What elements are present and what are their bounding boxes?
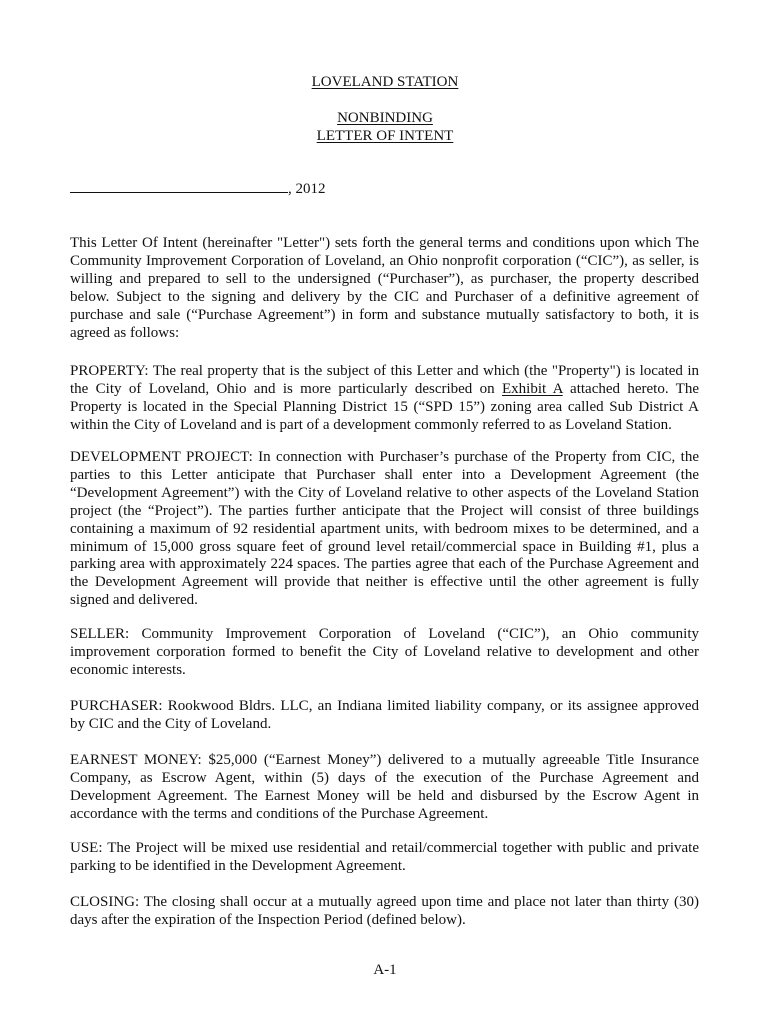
document-title: [0, 73, 770, 91]
earnest-money-paragraph: EARNEST MONEY: $25,000 (“Earnest Money”) delivered to a mutually agreeable Title Insurance Company, as Escrow Agent, within (5) days of the execution of the Purchase Agreement and Development Agreement. The Earnest Money will be held and disbursed by the Escrow Agent in accordance with the terms and conditions of the Purchase Agreement.: [70, 752, 699, 822]
property-text-before: PROPERTY: The real property that is the subject of this Letter and which (the "Property") is located in the City of Loveland, Ohio and is more particularly described on: [70, 363, 699, 397]
page-number: A-1: [373, 962, 397, 978]
date-line: [70, 180, 326, 198]
subtitle-line1-text: NONBINDING: [337, 110, 433, 126]
exhibit-a-reference: Exhibit A: [502, 380, 563, 397]
subtitle-line2-text: LETTER OF INTENT: [316, 128, 454, 144]
property-paragraph: [70, 363, 699, 435]
use-paragraph: USE: The Project will be mixed use residential and retail/commercial together with public and private parking to be identified in the Development Agreement.: [70, 840, 699, 874]
document-subtitle-line1: [0, 109, 770, 127]
title-text: LOVELAND STATION: [311, 74, 459, 90]
development-project-paragraph: DEVELOPMENT PROJECT: In connection with Purchaser’s purchase of the Property from CIC, the parties to this Letter anticipate that Purchaser shall enter into a Development Agreement (the “Development Agreement”) with the City of Loveland relative to other aspects of the Loveland Station project (the “Project”). The parties further anticipate that the Project will consist of three buildings containing a maximum of 92 residential apartment units, with bedroom mixes to be determined, and a minimum of 15,000 gross square feet of ground level retail/commercial space in Building #1, plus a parking area with approximately 224 spaces. The parties agree that each of the Purchase Agreement and the Development Agreement will provide that neither is effective until the other agreement is fully signed and delivered.: [70, 449, 699, 609]
seller-paragraph: SELLER: Community Improvement Corporation of Loveland (“CIC”), an Ohio community improvement corporation formed to benefit the City of Loveland relative to development and other economic interests.: [70, 626, 699, 678]
closing-paragraph: CLOSING: The closing shall occur at a mutually agreed upon time and place not later than thirty (30) days after the expiration of the Inspection Period (defined below).: [70, 894, 699, 928]
property-text-after: attached hereto. The Property is located in the Special Planning District 15 (“SPD 15”) zoning area called Sub District A within the City of Loveland and is part of a development commonly referred to as Loveland Station.: [70, 380, 699, 433]
purchaser-paragraph: PURCHASER: Rookwood Bldrs. LLC, an Indiana limited liability company, or its assignee approved by CIC and the City of Loveland.: [70, 698, 699, 732]
intro-paragraph: This Letter Of Intent (hereinafter "Letter") sets forth the general terms and conditions upon which The Community Improvement Corporation of Loveland, an Ohio nonprofit corporation (“CIC”), as seller, is willing and prepared to sell to the undersigned (“Purchaser”), as purchaser, the property described below. Subject to the signing and delivery by the CIC and Purchaser of a definitive agreement of purchase and sale (“Purchase Agreement”) in form and substance mutually satisfactory to both, it is agreed as follows:: [70, 235, 699, 341]
date-blank-field[interactable]: [70, 180, 288, 193]
date-year: , 2012: [288, 181, 326, 197]
document-subtitle-line2: [0, 127, 770, 145]
